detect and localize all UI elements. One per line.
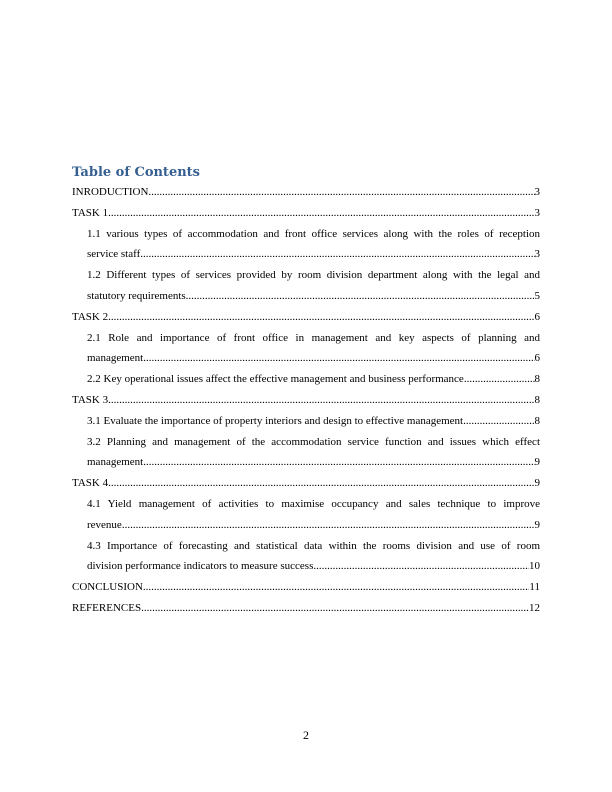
- toc-entry-task-4[interactable]: [72, 473, 540, 494]
- toc-entry-page: 11: [529, 581, 540, 594]
- toc-list: [72, 182, 540, 619]
- toc-leader: [143, 348, 534, 369]
- toc-entry-introduction[interactable]: [72, 182, 540, 203]
- toc-entry-title-line-1: 3.2 Planning and management of the accommodation service function and issues which effect: [87, 435, 540, 448]
- toc-entry-task-2[interactable]: [72, 307, 540, 328]
- toc-entry-page: 8: [534, 393, 540, 406]
- toc-entry-title: CONCLUSION: [72, 581, 143, 594]
- toc-entry-conclusion[interactable]: [72, 577, 540, 598]
- toc-entry-title: TASK 2: [72, 310, 109, 323]
- toc-leader: [108, 203, 534, 224]
- toc-entry-title: INRODUCTION: [72, 186, 149, 198]
- toc-entry-title: management: [87, 456, 144, 469]
- toc-entry-page: 12: [529, 601, 540, 614]
- toc-entry-references[interactable]: [72, 598, 540, 619]
- toc-entry-page: 6: [534, 310, 540, 323]
- toc-entry-title: TASK 4: [72, 477, 109, 490]
- toc-entry-page: 9: [534, 456, 540, 469]
- toc-entry-title-line-1: 1.2 Different types of services provided by room division department along with the legal and: [87, 269, 540, 282]
- toc-entry-title-line-1: 2.1 Role and importance of front office in management and key aspects of planning and: [87, 331, 540, 344]
- toc-leader: [122, 515, 535, 536]
- toc-entry-page: 9: [534, 477, 540, 490]
- toc-entry-title-line-1: 4.3 Importance of forecasting and statistical data within the rooms division and use of room: [87, 539, 540, 552]
- toc-leader: [140, 244, 534, 265]
- toc-entry-4-3[interactable]: [72, 536, 540, 578]
- toc-entry-title: REFERENCES: [72, 601, 142, 614]
- toc-entry-page: 8: [534, 373, 540, 386]
- toc-entry-4-1[interactable]: [72, 494, 540, 536]
- toc-entry-title: revenue: [87, 518, 122, 531]
- toc-entry-title: 2.2 Key operational issues affect the effective management and business performance: [87, 373, 464, 386]
- toc-leader: [141, 598, 529, 619]
- toc-entry-page: 3: [534, 186, 540, 198]
- toc-entry-task-1[interactable]: [72, 203, 540, 224]
- toc-entry-task-3[interactable]: [72, 390, 540, 411]
- toc-entry-title: management: [87, 352, 144, 365]
- toc-leader: [143, 577, 530, 598]
- toc-entry-title: TASK 3: [72, 393, 109, 406]
- toc-entry-3-2[interactable]: [72, 432, 540, 474]
- toc-leader: [108, 307, 534, 328]
- toc-heading: Table of Contents: [72, 165, 200, 180]
- toc-entry-3-1[interactable]: [72, 411, 540, 432]
- toc-leader: [108, 390, 534, 411]
- toc-entry-title: 3.1 Evaluate the importance of property interiors and design to effective management: [87, 414, 464, 427]
- toc-leader: [313, 556, 529, 577]
- toc-leader: [108, 473, 534, 494]
- toc-entry-page: 8: [534, 414, 540, 427]
- toc-entry-1-2[interactable]: [72, 265, 540, 307]
- toc-entry-page: 5: [534, 289, 540, 302]
- toc-leader: [143, 452, 534, 473]
- document-page: [72, 164, 540, 619]
- toc-entry-page: 9: [534, 518, 540, 531]
- toc-entry-page: 3: [534, 248, 540, 261]
- toc-entry-title: division performance indicators to measure success: [87, 560, 314, 573]
- toc-entry-2-1[interactable]: [72, 328, 540, 370]
- toc-entry-2-2[interactable]: [72, 369, 540, 390]
- toc-leader: [464, 369, 535, 390]
- toc-entry-title: statutory requirements: [87, 289, 186, 302]
- toc-entry-1-1[interactable]: [72, 224, 540, 266]
- toc-entry-title-line-1: 1.1 various types of accommodation and front office services along with the roles of reception: [87, 227, 540, 240]
- toc-entry-page: 10: [529, 560, 540, 573]
- toc-entry-page: 3: [534, 206, 540, 219]
- toc-entry-title: service staff: [87, 248, 141, 261]
- page-number: 2: [303, 728, 309, 742]
- toc-leader: [463, 411, 534, 432]
- toc-leader: [148, 182, 534, 203]
- toc-entry-page: 6: [534, 352, 540, 365]
- toc-entry-title-line-1: 4.1 Yield management of activities to maximise occupancy and sales technique to improve: [87, 497, 540, 510]
- toc-leader: [186, 286, 535, 307]
- toc-entry-title: TASK 1: [72, 206, 109, 219]
